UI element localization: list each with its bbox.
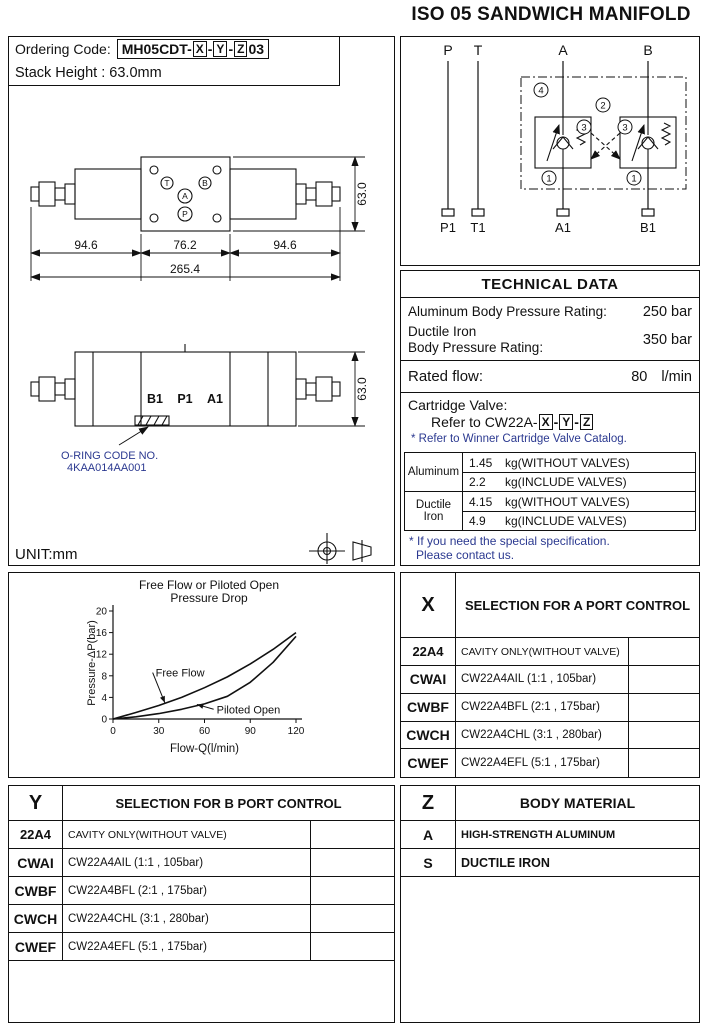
callout-4: 4	[538, 85, 544, 97]
weight-note: kg(WITHOUT VALVES)	[505, 455, 630, 470]
chart-y-axis-label: Pressure-ΔP(bar)	[86, 620, 98, 706]
svg-text:60: 60	[198, 726, 211, 737]
dim-label-height-side: 63.0	[355, 377, 369, 401]
ordering-code-label: Ordering Code:	[15, 41, 111, 57]
weight-material: Ductile Iron	[405, 492, 463, 530]
rated-flow-number: 80	[631, 368, 648, 385]
row-code: CWCH	[401, 722, 456, 749]
weight-value: 1.45	[469, 455, 493, 470]
stack-height-label: Stack Height : 63.0mm	[15, 65, 162, 81]
y-table-title: SELECTION FOR B PORT CONTROL	[115, 795, 342, 811]
code-letter-z: Z	[234, 41, 247, 57]
code-dash: -	[553, 414, 559, 430]
weight-value: 2.2	[469, 475, 486, 489]
weight-line	[463, 453, 695, 472]
table-row	[9, 905, 394, 933]
side-view-port-labels	[147, 392, 223, 406]
schematic-port-a1: A1	[555, 220, 571, 235]
code-dash: -	[207, 41, 213, 57]
row-code: CWCH	[9, 905, 63, 932]
ductile-pressure-row	[408, 323, 692, 357]
row-blank	[311, 905, 394, 932]
schematic-bottom-port-labels	[440, 220, 656, 235]
port-label-t: T	[164, 178, 170, 188]
svg-text:Free Flow: Free Flow	[155, 667, 205, 680]
schematic-port-t: T	[473, 42, 483, 58]
code-letter-x: X	[539, 414, 553, 430]
callout-3: 3	[622, 122, 628, 134]
port-label-p: P	[182, 209, 188, 219]
table-row	[401, 638, 699, 666]
row-code: CWEF	[9, 933, 63, 960]
table-row	[401, 821, 699, 849]
port-label-b: B	[202, 178, 208, 188]
row-code: CWEF	[401, 749, 456, 777]
divider	[401, 392, 699, 393]
cartridge-note: * Refer to Winner Cartridge Valve Catalog.	[411, 433, 627, 445]
dim-label-total: 265.4	[169, 262, 201, 276]
schematic-callouts	[534, 83, 641, 185]
row-desc: CAVITY ONLY(WITHOUT VALVE)	[456, 638, 629, 665]
hydraulic-schematic	[401, 37, 698, 264]
oring-note-line2: 4KAA014AA001	[67, 462, 147, 474]
svg-text:90: 90	[244, 726, 256, 737]
stack-height-box	[8, 61, 340, 86]
code-letter-y: Y	[213, 41, 227, 57]
row-code: CWBF	[9, 877, 63, 904]
schematic-panel	[400, 36, 700, 266]
row-blank	[629, 749, 699, 777]
chart-title	[104, 579, 314, 605]
side-port-b1: B1	[147, 392, 163, 406]
row-blank	[629, 694, 699, 721]
schematic-port-b1: B1	[640, 220, 656, 235]
side-port-p1: P1	[177, 392, 193, 406]
table-row	[401, 666, 699, 694]
schematic-port-b: B	[643, 42, 653, 58]
ordering-code-box	[8, 36, 340, 62]
weight-row-aluminum	[405, 453, 695, 491]
row-blank	[629, 638, 699, 665]
dim-label-left: 94.6	[74, 238, 98, 252]
z-body-material-table	[400, 785, 700, 1023]
technical-data-header: TECHNICAL DATA	[401, 271, 699, 298]
row-desc: HIGH-STRENGTH ALUMINUM	[461, 828, 616, 841]
row-desc: CW22A4AIL (1:1 , 105bar)	[63, 849, 311, 876]
svg-text:0: 0	[110, 726, 116, 737]
aluminum-pressure-label: Aluminum Body Pressure Rating:	[408, 304, 607, 319]
row-code: S	[401, 849, 456, 876]
rated-flow-value	[631, 369, 692, 385]
table-row	[401, 722, 699, 750]
callout-3: 3	[581, 122, 587, 134]
schematic-top-port-labels	[443, 42, 652, 58]
schematic-port-p1: P1	[440, 220, 456, 235]
svg-text:16: 16	[95, 628, 107, 640]
svg-text:20: 20	[95, 606, 107, 618]
row-blank	[311, 821, 394, 848]
oring-leader-line	[119, 427, 148, 445]
table-row	[9, 933, 394, 961]
counterbalance-valve-b-icon	[591, 117, 676, 168]
y-table-header	[9, 786, 394, 821]
svg-text:Piloted Open: Piloted Open	[216, 704, 281, 717]
weight-material: Aluminum	[405, 453, 463, 491]
svg-text:4: 4	[101, 692, 107, 704]
row-code: CWAI	[9, 849, 63, 876]
row-desc: DUCTILE IRON	[461, 855, 550, 870]
row-code: CWBF	[401, 694, 456, 721]
special-note-line2: Please contact us.	[416, 548, 515, 562]
dim-label-height-top: 63.0	[355, 182, 369, 206]
row-desc: CAVITY ONLY(WITHOUT VALVE)	[63, 821, 311, 848]
callout-1: 1	[631, 173, 637, 185]
row-desc: CW22A4AIL (1:1 , 105bar)	[456, 666, 629, 693]
callout-1: 1	[546, 173, 552, 185]
dim-label-right: 94.6	[273, 238, 297, 252]
technical-data-panel	[400, 270, 700, 566]
top-view-port-labels	[164, 178, 208, 219]
ductile-pressure-label	[408, 324, 543, 356]
svg-text:8: 8	[101, 671, 107, 683]
code-dash: -	[574, 414, 579, 430]
table-row	[401, 694, 699, 722]
code-suffix: 03	[248, 41, 265, 57]
cartridge-refer-line	[431, 414, 594, 430]
weight-value: 4.9	[469, 514, 486, 528]
weight-value: 4.15	[469, 494, 493, 509]
row-blank	[311, 849, 394, 876]
y-selection-table	[8, 785, 395, 1023]
row-desc: CW22A4CHL (3:1 , 280bar)	[63, 905, 311, 932]
svg-text:30: 30	[153, 726, 165, 737]
weight-note: kg(WITHOUT VALVES)	[505, 494, 630, 509]
weight-note: kg(INCLUDE VALVES)	[505, 475, 627, 489]
table-row	[9, 821, 394, 849]
schematic-port-p: P	[443, 42, 453, 58]
cartridge-valve-title: Cartridge Valve:	[408, 397, 508, 413]
svg-text:0: 0	[101, 714, 107, 726]
table-row	[401, 749, 699, 777]
row-code: A	[401, 821, 456, 848]
row-blank	[311, 933, 394, 960]
row-blank	[629, 666, 699, 693]
row-desc: CW22A4CHL (3:1 , 280bar)	[456, 722, 629, 749]
rated-flow-unit: l/min	[661, 368, 692, 385]
row-desc: CW22A4BFL (2:1 , 175bar)	[63, 877, 311, 904]
chart-x-axis-label: Flow-Q(l/min)	[170, 743, 239, 755]
svg-text:120: 120	[287, 726, 305, 737]
rated-flow-row	[408, 363, 692, 390]
ordering-code-value	[117, 39, 269, 59]
oring-note	[61, 450, 158, 474]
special-note-line1: * If you need the special specification.	[409, 534, 610, 548]
weight-line	[463, 492, 695, 511]
oring-note-line1: O-RING CODE NO.	[61, 450, 159, 462]
schematic-port-a: A	[558, 42, 568, 58]
special-note	[409, 534, 610, 562]
table-row	[9, 849, 394, 877]
code-prefix: MH05CDT-	[121, 41, 192, 57]
port-label-a: A	[182, 191, 188, 201]
table-row	[9, 877, 394, 905]
ductile-label-line2: Body Pressure Rating:	[408, 340, 544, 355]
code-letter-x: X	[193, 41, 207, 57]
row-code: 22A4	[9, 821, 63, 848]
weight-table	[404, 452, 696, 531]
dim-label-center: 76.2	[173, 238, 197, 252]
chart-title-line1: Free Flow or Piloted Open	[138, 578, 280, 592]
code-dash: -	[228, 41, 234, 57]
ductile-pressure-value: 350 bar	[642, 332, 692, 348]
row-code: 22A4	[401, 638, 456, 665]
ductile-label-line1: Ductile Iron	[408, 324, 477, 339]
weight-line	[463, 472, 695, 491]
manifold-drawing	[9, 37, 393, 564]
code-letter-z: Z	[580, 414, 593, 430]
row-desc: CW22A4EFL (5:1 , 175bar)	[63, 933, 311, 960]
cartridge-refer-prefix: Refer to CW22A-	[431, 414, 538, 430]
row-code: CWAI	[401, 666, 456, 693]
chart-title-line2: Pressure Drop	[170, 591, 248, 605]
unit-label: UNIT:mm	[15, 546, 78, 563]
projection-cone-icon	[353, 540, 371, 562]
z-table-code: Z	[401, 786, 456, 820]
weight-line	[463, 511, 695, 530]
x-table-title: SELECTION FOR A PORT CONTROL	[464, 597, 691, 613]
weight-row-ductile	[405, 491, 695, 530]
page-title: ISO 05 SANDWICH MANIFOLD	[411, 4, 691, 25]
rated-flow-label: Rated flow:	[408, 368, 484, 385]
row-blank	[311, 877, 394, 904]
z-table-title: BODY MATERIAL	[519, 795, 636, 811]
side-port-a1: A1	[207, 392, 223, 406]
y-table-code: Y	[9, 786, 63, 820]
aluminum-pressure-value: 250 bar	[642, 304, 692, 320]
row-desc: CW22A4EFL (5:1 , 175bar)	[456, 749, 629, 777]
table-row	[401, 849, 699, 877]
aluminum-pressure-row	[408, 302, 692, 322]
weight-note: kg(INCLUDE VALVES)	[505, 514, 627, 528]
x-table-header	[401, 573, 699, 638]
top-view-dimension-labels	[74, 182, 369, 276]
schematic-port-t1: T1	[470, 220, 486, 235]
z-table-header	[401, 786, 699, 821]
x-table-code: X	[401, 573, 456, 637]
table-empty-area	[401, 877, 699, 1022]
row-desc: CW22A4BFL (2:1 , 175bar)	[456, 694, 629, 721]
pressure-drop-chart-panel	[8, 572, 395, 778]
code-letter-y: Y	[559, 414, 573, 430]
drawing-panel	[8, 36, 395, 566]
svg-text:12: 12	[95, 649, 107, 661]
divider	[401, 360, 699, 361]
row-blank	[629, 722, 699, 749]
table-empty-area	[9, 961, 394, 1022]
callout-2: 2	[600, 100, 606, 112]
x-selection-table	[400, 572, 700, 778]
manifold-side-view	[31, 344, 340, 426]
projection-target-icon	[309, 533, 345, 564]
